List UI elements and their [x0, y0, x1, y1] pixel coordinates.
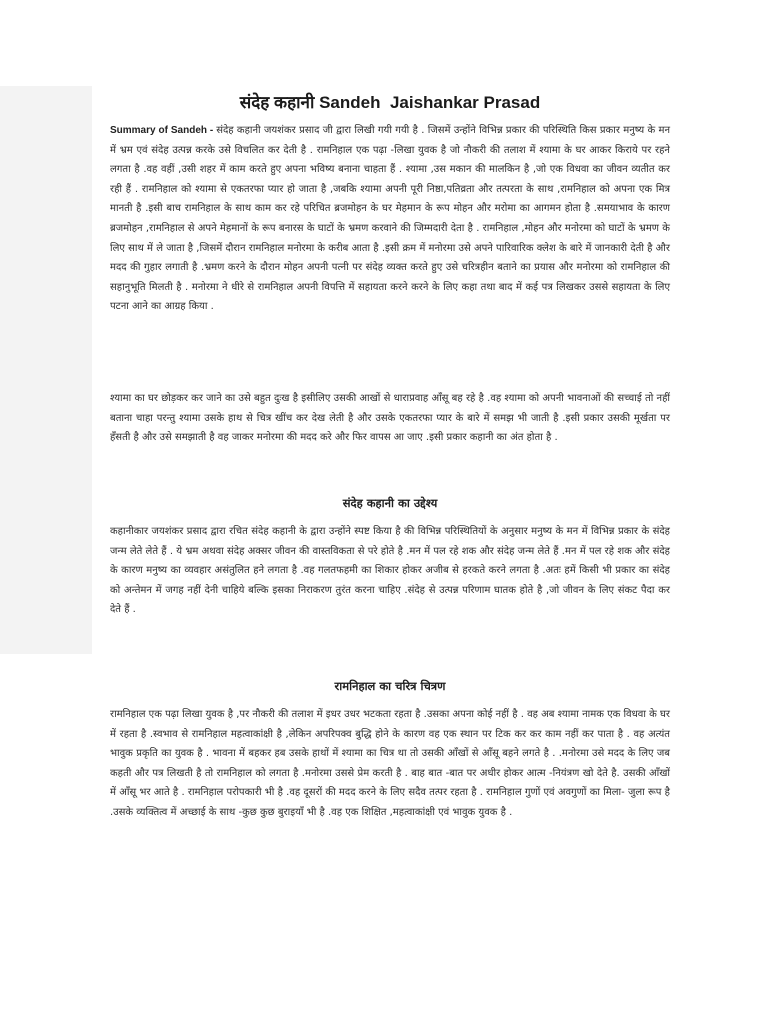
character-heading: रामनिहाल का चरित्र चित्रण	[334, 679, 446, 693]
purpose-paragraph: कहानीकार जयशंकर प्रसाद द्वारा रचित संदेह कहानी के द्वारा उन्होंने स्पष्ट किया है की विभिन्न परिस्थितियों के अनुसार मनुष्य के मन में विभिन्न प्रकार के संदेह जन्म लेते लेते हैं . ये भ्रम अथवा संदेह अक्सर जीवन की वास्तविकता से परे होते है .मन में पल रहे शक और संदेह जन्म लेते हैं .मन में पल रहे शक और संदेह के कारण मनुष्य का व्यवहार असंतुलित हने लगता है .वह गलतफहमी का शिकार होकर अजीब से हरकते करने लगता है .अतः हमें किसी भी प्रकार का संदेह को अन्तेमन में जगह नहीं देनी चाहिये बल्कि इसका निराकरण तुरंत करना चाहिए .संदेह से उत्पन्न परिणाम घातक होते है ,जो जीवन के लिए संकट पैदा कर देते हैं .	[110, 526, 670, 616]
summary-paragraph	[110, 121, 670, 317]
document-title: संदेह कहानी Sandeh Jaishankar Prasad	[239, 93, 541, 112]
character-section	[110, 705, 670, 823]
summary-ending-paragraph: श्यामा का घर छोड़कर कर जाने का उसे बहुत दुःख है इसीलिए उसकी आखों से धाराप्रवाह आँसू बह रहे है .वह श्यामा को अपनी भावनाओं की सच्चाई तो नहीं बताना चाहा परन्तु श्यामा उसके हाथ से चित्र खींच कर देख लेती है और उसके एकतरफा प्यार के बारे में समझ भी जाती है .इसी प्रकार उसकी मूर्खता पर हँसती है और उसे समझाती है वह जाकर मनोरमा की मदद करे और फिर वापस आ जाए .इसी प्रकार कहानी का अंत होता है .	[110, 393, 670, 444]
summary-text: संदेह कहानी जयशंकर प्रसाद जी द्वारा लिखी गयी गयी है . जिसमें उन्होंने विभिन्न प्रकार की परिस्थिति किस प्रकार मनुष्य के मन में भ्रम एवं संदेह उत्पन्न करके उसे विचलित कर देती है . रामनिहाल एक पढ़ा -लिखा युवक है जो नौकरी की तलाश में श्यामा के घर आकर किराये पर रहने लगता है .वह वहीं ,उसी शहर में काम करते हुए अपना भविष्य बनाना चाहता हैं . श्यामा ,उस मकान की मालकिन है ,जो एक विधवा का जीवन व्यतीत कर रही हैं . रामनिहाल को श्यामा से एकतरफा प्यार हो जाता है ,जबकि श्यामा अपनी पूरी निष्ठा,पतिव्रता और तत्परता के साथ ,रामनिहाल को अपना एक मित्र मानती है .इसी बाच रामनिहाल के साथ काम कर रहे परिचित ब्रजमोहन के घर मेहमान के रूप मोहन और मरोमा का आगमन होता है .समयाभाव के कारण ब्रजमोहन ,रामनिहाल से अपने मेहमानों के रूप बनारस के घाटों के भ्रमण करवाने की जिम्मदारी देता है . रामनिहाल ,मोहन और मनोरमा को घाटों के भ्रमण के लिए साथ में ले जाता है ,जिसमें दौरान रामनिहाल मनोरमा के करीब आता है .इसी क्रम में मनोरमा उसे अपने पारिवारिक क्लेश के बारे में जानकारी देती है और मदद की गुहार लगाती है .भ्रमण करने के दौरान मोहन अपनी पत्नी पर संदेह व्यक्त करते हुए उसे चरित्रहीन बताने का प्रयास और मनोरमा को रामनिहाल की सहानुभूति मिलती है . मनोरमा ने धीरे से रामनिहाल अपनी विपत्ति में सहायता करने करने के लिए कहा तथा बाद में कई पत्र लिखकर उससे सहायता के लिए पटना आने का आग्रह किया .	[110, 125, 670, 313]
character-paragraph: रामनिहाल एक पढ़ा लिखा युवक है ,पर नौकरी की तलाश में इधर उधर भटकता रहता है .उसका अपना कोई नहीं है . वह अब श्यामा नामक एक विधवा के घर में रहता है .स्वभाव से रामनिहाल महत्वाकांक्षी है ,लेकिन अपरिपक्व बुद्धि होने के कारण वह एक स्थान पर टिक कर कर काम नहीं कर पाता है . वह अत्यंत भावुक प्रकृति का युवक है . भावना में बहकर हब उसके हाथों में श्यामा का चित्र था तो उसकी आँखों से आँसू बहने लगते है . .मनोरमा उसे मदद के लिए जब कहती और पत्र लिखती है तो रामनिहाल को लगता है .मनोरमा उससे प्रेम करती है . बाह बात -बात पर अधीर होकर आत्म -नियंत्रण खो देते है. उसकी आँखों में आँसू भर आते है . रामनिहाल परोपकारी भी है .वह दूसरों की मदद करने के लिए सदैव तत्पर रहता है . रामनिहाल गुणों एवं अवगुणों का मिला- जुला रूप है .उसके व्यक्तित्व में अच्छाई के साथ -कुछ कुछ बुराइयाँ भी है .वह एक शिक्षित ,महत्वाकांक्षी एवं भावुक युवक है .	[110, 709, 670, 818]
purpose-section	[110, 522, 670, 620]
summary-section-ending	[110, 389, 670, 448]
page-margin-strip	[0, 86, 92, 654]
summary-section	[110, 121, 670, 317]
purpose-heading: संदेह कहानी का उद्देश्य	[342, 496, 438, 510]
summary-lead: Summary of Sandeh -	[110, 125, 217, 136]
